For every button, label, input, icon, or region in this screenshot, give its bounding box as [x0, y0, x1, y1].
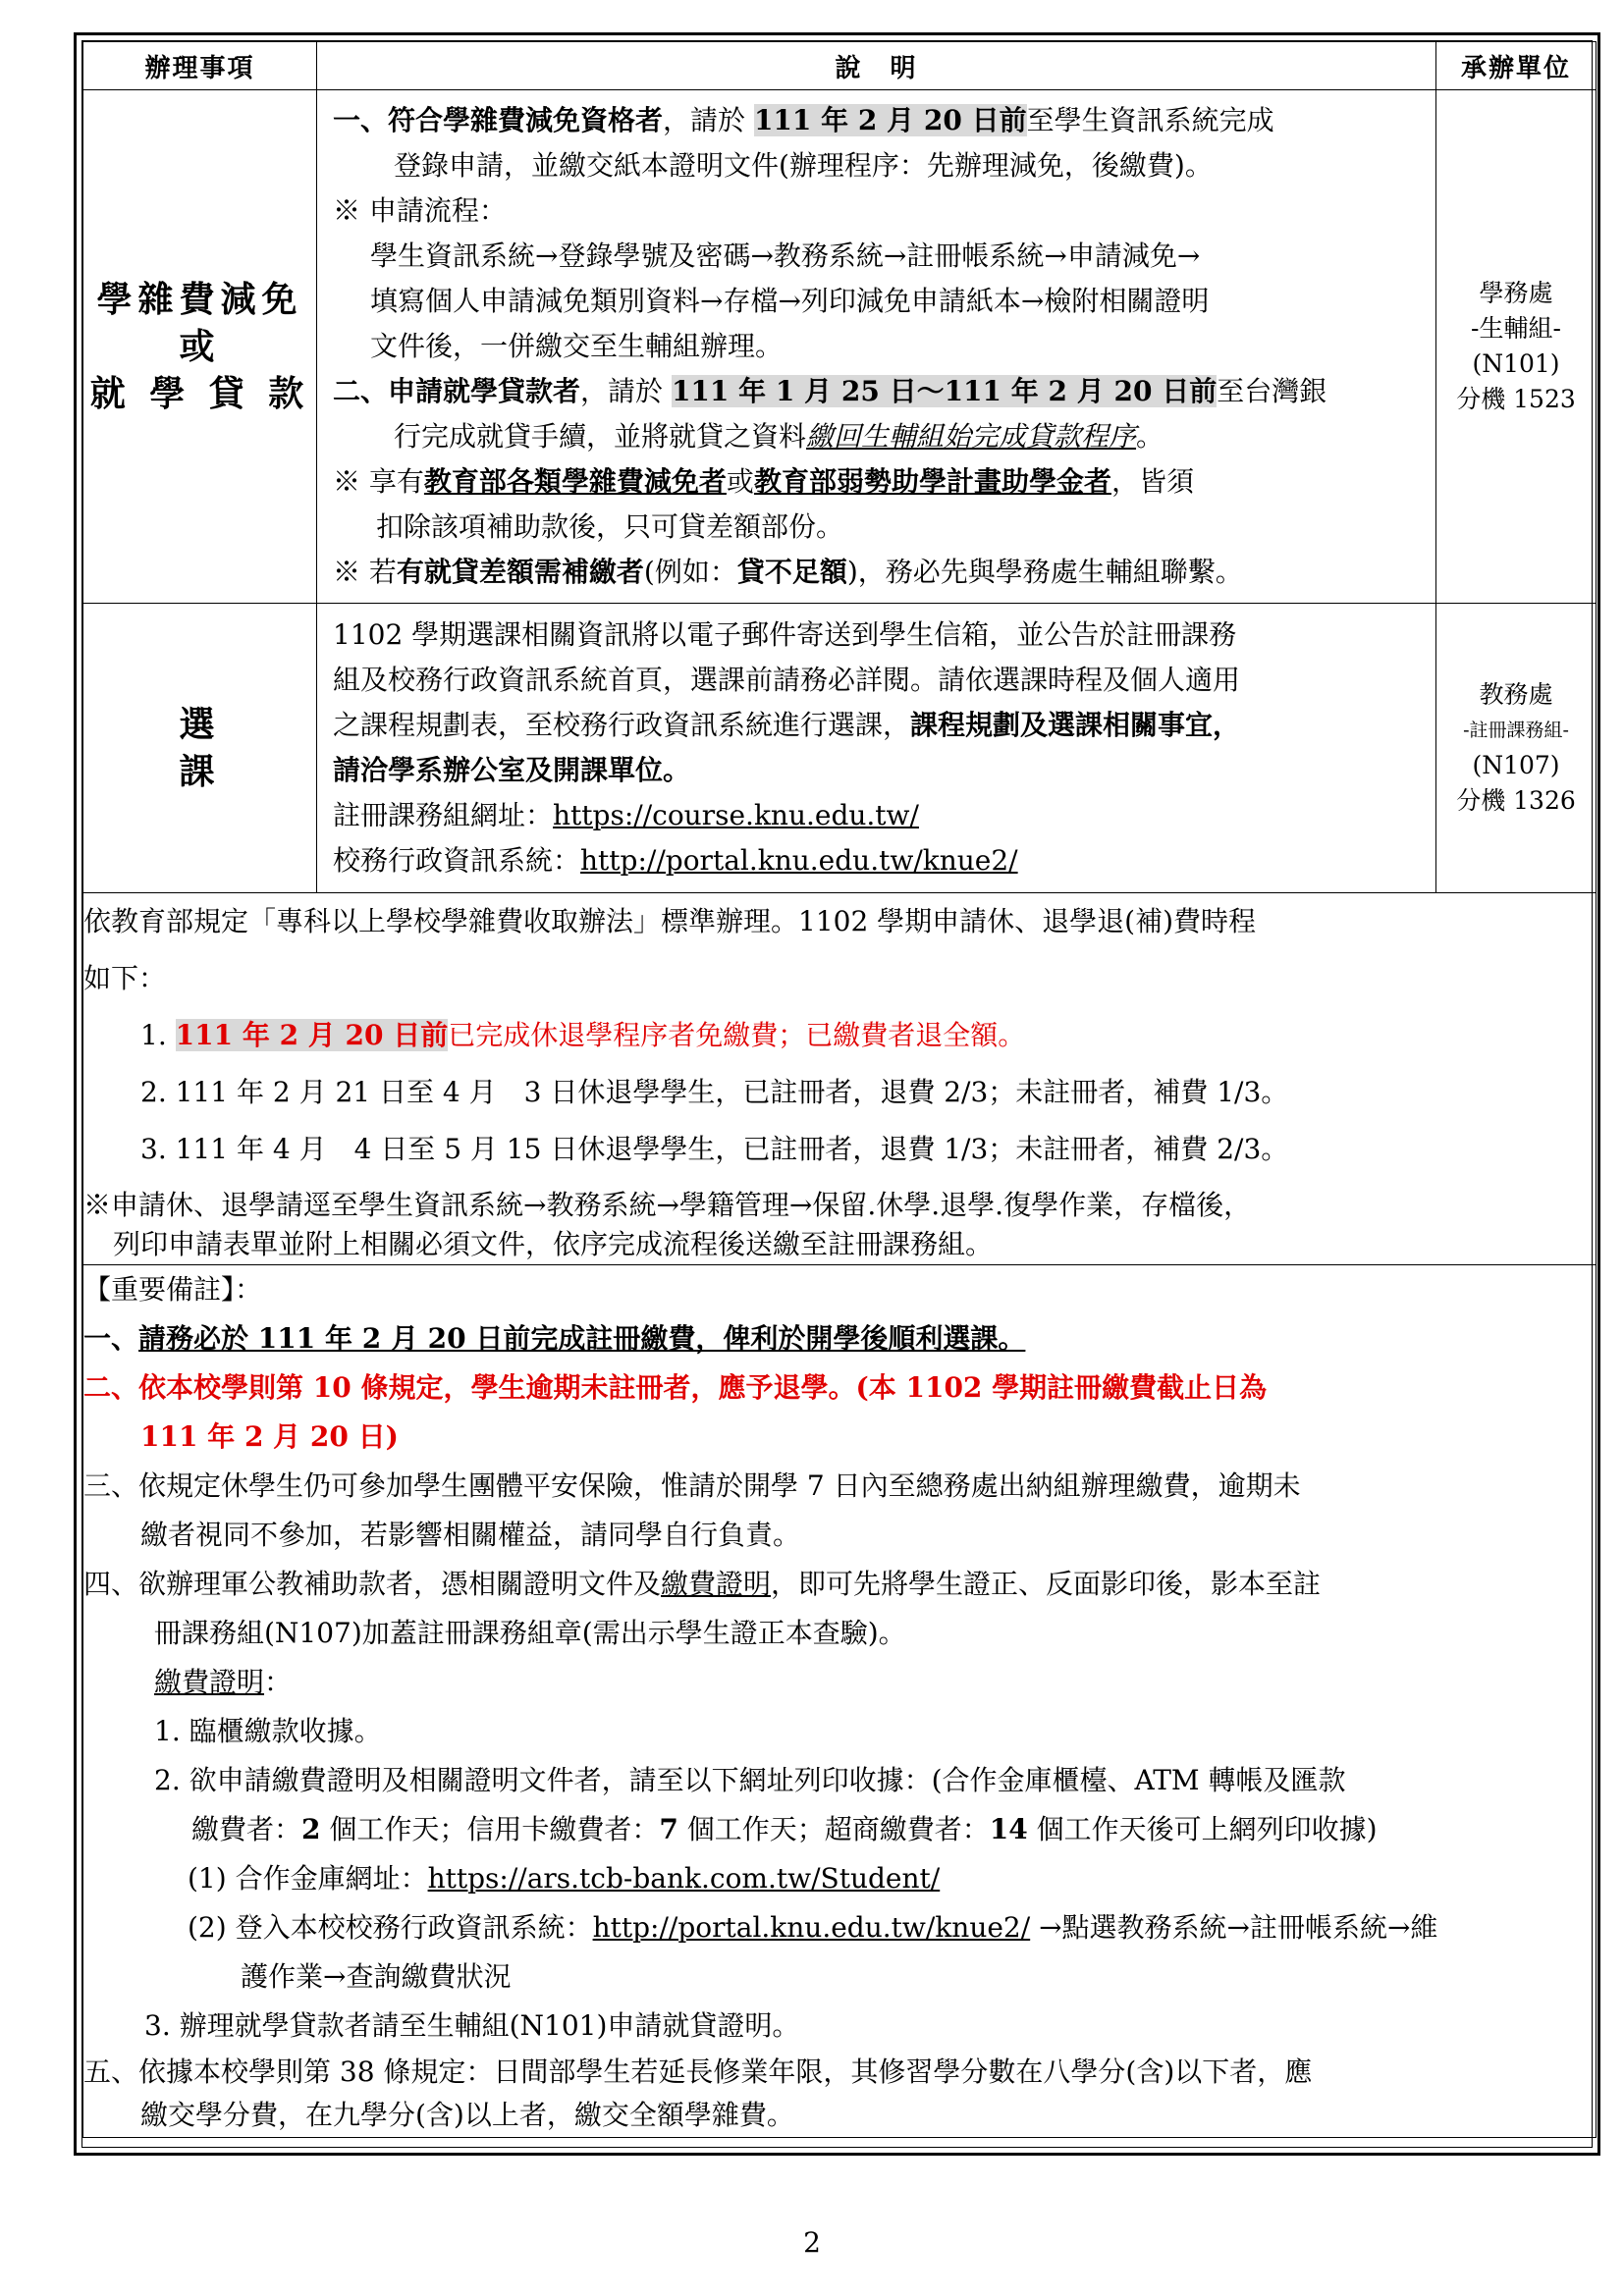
text: (2) 登入本校校務行政資訊系統： — [188, 1911, 593, 1944]
note-4-cont: 冊課務組(N107)加蓋註冊課務組章(需出示學生證正本查驗)。 — [154, 1617, 906, 1649]
text: 個工作天後可上網列印收據) — [1027, 1813, 1378, 1845]
text: 繳回生輔組始完成貸款程序 — [806, 420, 1137, 453]
text: 貸不足額 — [736, 556, 847, 588]
note-4-item-1: 1. 臨櫃繳款收據。 — [154, 1715, 382, 1747]
note-4-item-2-2-cont: 護作業→查詢繳費狀況 — [241, 1960, 512, 1993]
text: 請洽學系辦公室及開課單位。 — [333, 754, 691, 786]
withdraw-line: 如下： — [83, 962, 167, 994]
withdraw-note: ※申請休、退學請逕至學生資訊系統→教務系統→學籍管理→保留.休學.退學.復學作業，存檔後， — [83, 1189, 1252, 1221]
note-4-item-3: 3. 辦理就學貸款者請至生輔組(N101)申請就貸證明。 — [144, 2009, 800, 2042]
text: (1) 合作金庫網址： — [188, 1862, 428, 1895]
note-4-sub-heading — [83, 1658, 1596, 1707]
description-course — [317, 604, 1436, 893]
note-2-cont: 111 年 2 月 20 日) — [140, 1420, 399, 1453]
item-title-line: 學雜費減免 — [96, 279, 303, 320]
text: 註冊課務組網址： — [333, 799, 554, 831]
text: 四、欲辦理軍公教補助款者，憑相關證明文件及 — [83, 1568, 662, 1600]
header-description: 說 明 — [317, 42, 1436, 90]
course-line — [333, 838, 1424, 883]
unit-line: -註冊課務組- — [1463, 720, 1569, 741]
note-5: 五、依據本校學則第 38 條規定：日間部學生若延長修業年限，其修習學分數在八學分(含)以下者，應 — [83, 2056, 1313, 2088]
unit-line: 教務處 — [1479, 680, 1553, 709]
withdraw-item-2: 2. 111 年 2 月 21 日至 4 月 3 日休退學學生，已註冊者，退費 2/3；未註冊者，補費 1/3。 — [140, 1076, 1289, 1108]
course-site-link[interactable]: https://course.knu.edu.tw/ — [553, 799, 919, 831]
withdraw-item-3: 3. 111 年 4 月 4 日至 5 月 15 日休退學學生，已註冊者，退費 1/3；未註冊者，補費 2/3。 — [140, 1133, 1289, 1165]
table-row-fees — [83, 90, 1597, 604]
text: 有就貸差額需補繳者 — [396, 556, 644, 588]
table-header-row — [83, 42, 1597, 90]
text: 。 — [1136, 420, 1164, 453]
text: 教育部各類學雜費減免者 — [423, 465, 727, 498]
text: 課程規劃及選課相關事宜， — [910, 709, 1241, 741]
note-1 — [83, 1314, 1596, 1363]
tcb-bank-link[interactable]: https://ars.tcb-bank.com.tw/Student/ — [427, 1862, 941, 1895]
text: 2 — [301, 1813, 321, 1845]
table-row-notes — [83, 1265, 1597, 2138]
note-4-item-2-1 — [83, 1854, 1596, 1903]
note-5-cont: 繳交學分費，在九學分(含)以上者，繳交全額學雜費。 — [140, 2099, 794, 2131]
text: 校務行政資訊系統： — [333, 844, 581, 877]
text: 請務必於 111 年 2 月 20 日前完成註冊繳費，俾利於開學後順利選課。 — [138, 1322, 1026, 1355]
text: ，請於 — [580, 375, 664, 407]
text: 14 — [989, 1813, 1028, 1845]
text: 繳費證明 — [154, 1666, 265, 1698]
text: 之課程規劃表，至校務行政資訊系統進行選課， — [333, 709, 911, 741]
item-title-line: 或 — [179, 326, 221, 367]
note-4-item-2-cont — [83, 1805, 1596, 1854]
note-3-cont: 繳者視同不參加，若影響相關權益，請同學自行負責。 — [140, 1519, 801, 1551]
course-line — [333, 748, 1424, 793]
notes-heading: 【重要備註】： — [83, 1273, 263, 1306]
course-line — [333, 703, 1424, 748]
text: 依本校學則第 10 條規定，學生逾期未註冊者，應予退學。(本 1102 學期註冊繳費截止日為 — [138, 1371, 1268, 1404]
unit-line: 分機 1326 — [1456, 786, 1576, 815]
text: ，即可先將學生證正、反面影印後，影本至註 — [771, 1568, 1322, 1600]
text: ※ 享有 — [333, 465, 424, 498]
fees-para-2: ※ 申請流程： — [333, 194, 507, 227]
deadline-highlight: 111 年 1 月 25 日～111 年 2 月 20 日前 — [671, 375, 1218, 407]
note-2 — [83, 1363, 1596, 1413]
course-line: 1102 學期選課相關資訊將以電子郵件寄送到學生信箱，並公告於註冊課務 — [333, 618, 1237, 651]
withdraw-line: 依教育部規定「專科以上學校學雜費收取辦法」標準辦理。1102 學期申請休、退學退(補)費時程 — [83, 905, 1257, 937]
table-row-course — [83, 604, 1597, 893]
unit-line: 分機 1523 — [1456, 385, 1576, 413]
text: 二、申請就學貸款者 — [333, 375, 581, 407]
note-4-item-2: 2. 欲申請繳費證明及相關證明文件者，請至以下網址列印收據：(合作金庫櫃檯、ATM 轉帳及匯款 — [154, 1764, 1346, 1796]
text: 一、符合學雜費減免資格者 — [333, 104, 664, 136]
text: 個工作天；超商繳費者： — [677, 1813, 990, 1845]
text: 二、 — [83, 1371, 139, 1404]
fees-para-10 — [333, 550, 1424, 595]
deadline-highlight: 111 年 2 月 20 日前 — [753, 104, 1027, 136]
withdraw-note: 列印申請表單並附上相關必須文件，依序完成流程後送繳至註冊課務組。 — [113, 1228, 994, 1260]
text: 至台灣銀 — [1217, 375, 1327, 407]
deadline-highlight: 111 年 2 月 20 日前 — [175, 1019, 449, 1051]
fees-para-9: 扣除該項補助款後，只可貸差額部份。 — [376, 510, 844, 543]
unit-course — [1436, 604, 1597, 893]
portal-link[interactable]: http://portal.knu.edu.tw/knue2/ — [580, 844, 1018, 877]
text: ※ 若 — [333, 556, 397, 588]
unit-line: (N107) — [1472, 751, 1560, 779]
note-3: 三、依規定休學生仍可參加學生團體平安保險，惟請於開學 7 日內至總務處出納組辦理繳費，逾期未 — [83, 1469, 1301, 1502]
text: 1. — [140, 1019, 176, 1051]
fees-para-5: 文件後，一併繳交至生輔組辦理。 — [370, 330, 784, 362]
text: 一、 — [83, 1322, 139, 1355]
item-title-fees — [83, 90, 317, 604]
fees-para-1 — [333, 98, 1424, 143]
fees-para-1b: 登錄申請，並繳交紙本證明文件(辦理程序：先辦理減免，後繳費)。 — [394, 149, 1213, 182]
text: 教育部弱勢助學計畫助學金者 — [753, 465, 1111, 498]
text: ： — [264, 1666, 293, 1698]
text: 個工作天；信用卡繳費者： — [320, 1813, 660, 1845]
text: 行完成就貸手續，並將就貸之資料 — [394, 420, 807, 453]
item-title-line: 就 學 貸 款 — [89, 373, 310, 414]
fees-para-6 — [333, 369, 1424, 414]
header-item: 辦理事項 — [83, 42, 317, 90]
fees-para-3: 學生資訊系統→登錄學號及密碼→教務系統→註冊帳系統→申請減免→ — [370, 240, 1201, 272]
page-number: 2 — [803, 2226, 821, 2259]
unit-line: 學務處 — [1479, 279, 1553, 307]
fees-para-8 — [333, 459, 1424, 505]
text: 7 — [659, 1813, 678, 1845]
portal-link[interactable]: http://portal.knu.edu.tw/knue2/ — [592, 1911, 1031, 1944]
table-row-withdraw — [83, 893, 1597, 1265]
text: 已完成休退學程序者免繳費；已繳費者退全額。 — [448, 1019, 1026, 1051]
item-title-course: 選 課 — [83, 604, 317, 893]
description-fees — [317, 90, 1436, 604]
course-line — [333, 793, 1424, 838]
text: ，皆須 — [1110, 465, 1194, 498]
withdraw-section — [83, 893, 1597, 1265]
fees-para-4: 填寫個人申請減免類別資料→存檔→列印減免申請紙本→檢附相關證明 — [370, 285, 1210, 317]
header-unit: 承辦單位 — [1436, 42, 1597, 90]
unit-line: -生輔組- — [1471, 314, 1561, 343]
text: →點選教務系統→註冊帳系統→維 — [1030, 1911, 1438, 1944]
course-line: 組及校務行政資訊系統首頁，選課前請務必詳閱。請依選課時程及個人適用 — [333, 664, 1241, 696]
note-4 — [83, 1560, 1596, 1609]
text: (例如： — [643, 556, 737, 588]
text: 至學生資訊系統完成 — [1026, 104, 1274, 136]
inner-frame — [81, 40, 1593, 2148]
unit-fees — [1436, 90, 1597, 604]
withdraw-item-1 — [83, 1007, 1596, 1064]
note-4-item-2-2 — [83, 1903, 1596, 1952]
text: 繳費證明 — [661, 1568, 772, 1600]
notes-section — [83, 1265, 1597, 2138]
registration-table — [82, 41, 1597, 2138]
text: ，請於 — [663, 104, 746, 136]
fees-para-7 — [333, 414, 1424, 459]
text: 或 — [726, 465, 754, 498]
page-frame — [74, 32, 1600, 2156]
text: 繳費者： — [191, 1813, 302, 1845]
text: )，務必先與學務處生輔組聯繫。 — [846, 556, 1243, 588]
unit-line: (N101) — [1472, 349, 1560, 378]
